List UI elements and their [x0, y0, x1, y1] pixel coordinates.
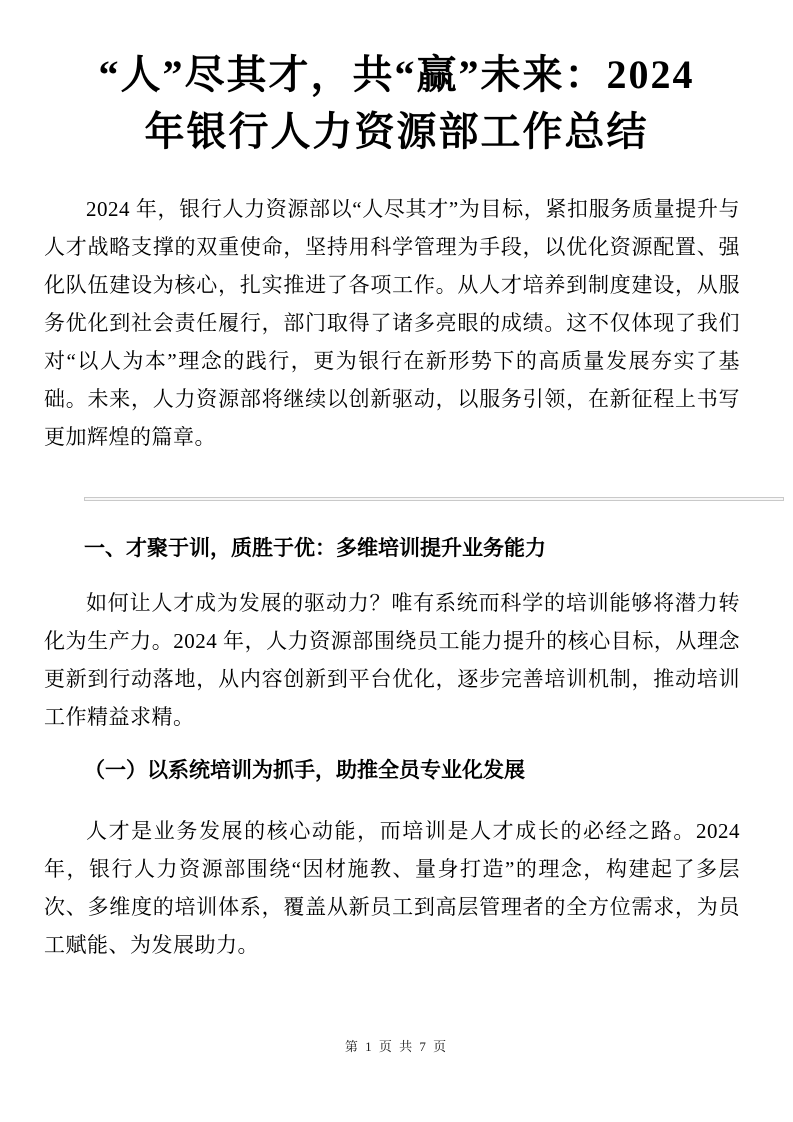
section1-lead-paragraph: 如何让人才成为发展的驱动力？唯有系统而科学的培训能够将潜力转化为生产力。2024 年，人力资源部围绕员工能力提升的核心目标，从理念更新到行动落地，从内容创新到平台优化，逐步完善培训机制，推动培训工作精益求精。 — [44, 591, 740, 729]
document-title-line-1: “人”尽其才，共“赢”未来：2024 — [98, 52, 695, 97]
page-footer — [0, 1038, 793, 1056]
document-title — [28, 46, 765, 160]
subsection1-paragraph: 人才是业务发展的核心动能，而培训是人才成长的必经之路。2024 年，银行人力资源部围绕“因材施教、量身打造”的理念，构建起了多层次、多维度的培训体系，覆盖从新员工到高层管理者的全方位需求，为员工赋能、为发展助力。 — [44, 819, 740, 957]
subsection1-heading: （一）以系统培训为抓手，助推全员专业化发展 — [84, 759, 525, 782]
page-number-indicator: 第 1 页 共 7 页 — [344, 1039, 449, 1054]
section-divider — [84, 497, 784, 501]
intro-paragraph: 2024 年，银行人力资源部以“人尽其才”为目标，紧扣服务质量提升与人才战略支撑的双重使命，坚持用科学管理为手段，以优化资源配置、强化队伍建设为核心，扎实推进了各项工作。从人才培养到制度建设，从服务优化到社会责任履行，部门取得了诸多亮眼的成绩。这不仅体现了我们对“以人为本”理念的践行，更为银行在新形势下的高质量发展夯实了基础。未来，人力资源部将继续以创新驱动，以服务引领，在新征程上书写更加辉煌的篇章。 — [44, 197, 740, 449]
document-title-line-2: 年银行人力资源部工作总结 — [144, 109, 649, 154]
section1-heading: 一、才聚于训，质胜于优：多维培训提升业务能力 — [84, 537, 546, 560]
